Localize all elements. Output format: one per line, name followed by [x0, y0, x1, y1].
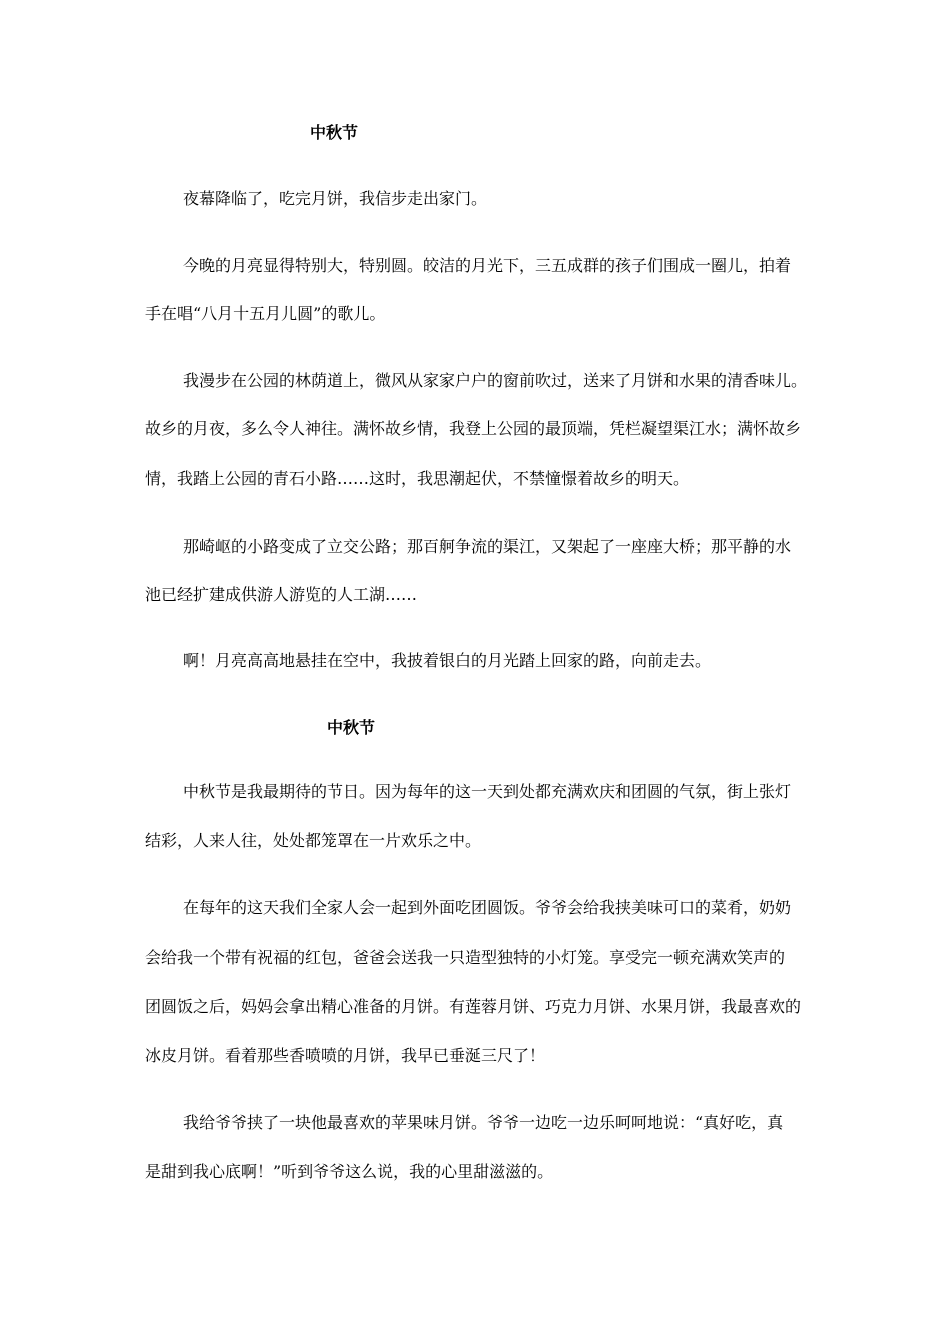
paragraph-line: 池已经扩建成供游人游览的人工湖…… — [145, 585, 418, 604]
paragraph-line: 情，我踏上公园的青石小路……这时，我思潮起伏，不禁憧憬着故乡的明天。 — [145, 469, 690, 488]
paragraph-line: 冰皮月饼。看着那些香喷喷的月饼，我早已垂涎三尺了！ — [145, 1046, 546, 1065]
paragraph-line: 故乡的月夜，多么令人神往。满怀故乡情，我登上公园的最顶端，凭栏凝望渠江水；满怀故乡 — [145, 419, 802, 438]
paragraph-line: 那崎岖的小路变成了立交公路；那百舸争流的渠江，又架起了一座座大桥；那平静的水 — [183, 537, 792, 556]
paragraph-line: 在每年的这天我们全家人会一起到外面吃团圆饭。爷爷会给我挟美味可口的菜肴，奶奶 — [183, 898, 792, 917]
paragraph-line: 团圆饭之后，妈妈会拿出精心准备的月饼。有莲蓉月饼、巧克力月饼、水果月饼，我最喜欢的 — [145, 997, 802, 1016]
article-1-title: 中秋节 — [310, 123, 359, 142]
paragraph-line: 今晚的月亮显得特别大，特别圆。皎洁的月光下，三五成群的孩子们围成一圈儿，拍着 — [183, 256, 792, 275]
paragraph-line: 手在唱“八月十五月儿圆”的歌儿。 — [145, 304, 386, 323]
paragraph-line: 中秋节是我最期待的节日。因为每年的这一天到处都充满欢庆和团圆的气氛，街上张灯 — [183, 782, 792, 801]
paragraph-line: 啊！月亮高高地悬挂在空中，我披着银白的月光踏上回家的路，向前走去。 — [183, 651, 712, 670]
paragraph-line: 我给爷爷挟了一块他最喜欢的苹果味月饼。爷爷一边吃一边乐呵呵地说：“真好吃，真 — [183, 1113, 784, 1132]
paragraph-line: 结彩，人来人往，处处都笼罩在一片欢乐之中。 — [145, 831, 482, 850]
paragraph-line: 夜幕降临了，吃完月饼，我信步走出家门。 — [183, 189, 488, 208]
paragraph-line: 是甜到我心底啊！”听到爷爷这么说，我的心里甜滋滋的。 — [145, 1162, 554, 1181]
paragraph-line: 会给我一个带有祝福的红包，爸爸会送我一只造型独特的小灯笼。享受完一顿充满欢笑声的 — [145, 948, 786, 967]
article-2-title: 中秋节 — [327, 718, 376, 737]
paragraph-line: 我漫步在公园的林荫道上，微风从家家户户的窗前吹过，送来了月饼和水果的清香味儿。 — [183, 371, 808, 390]
